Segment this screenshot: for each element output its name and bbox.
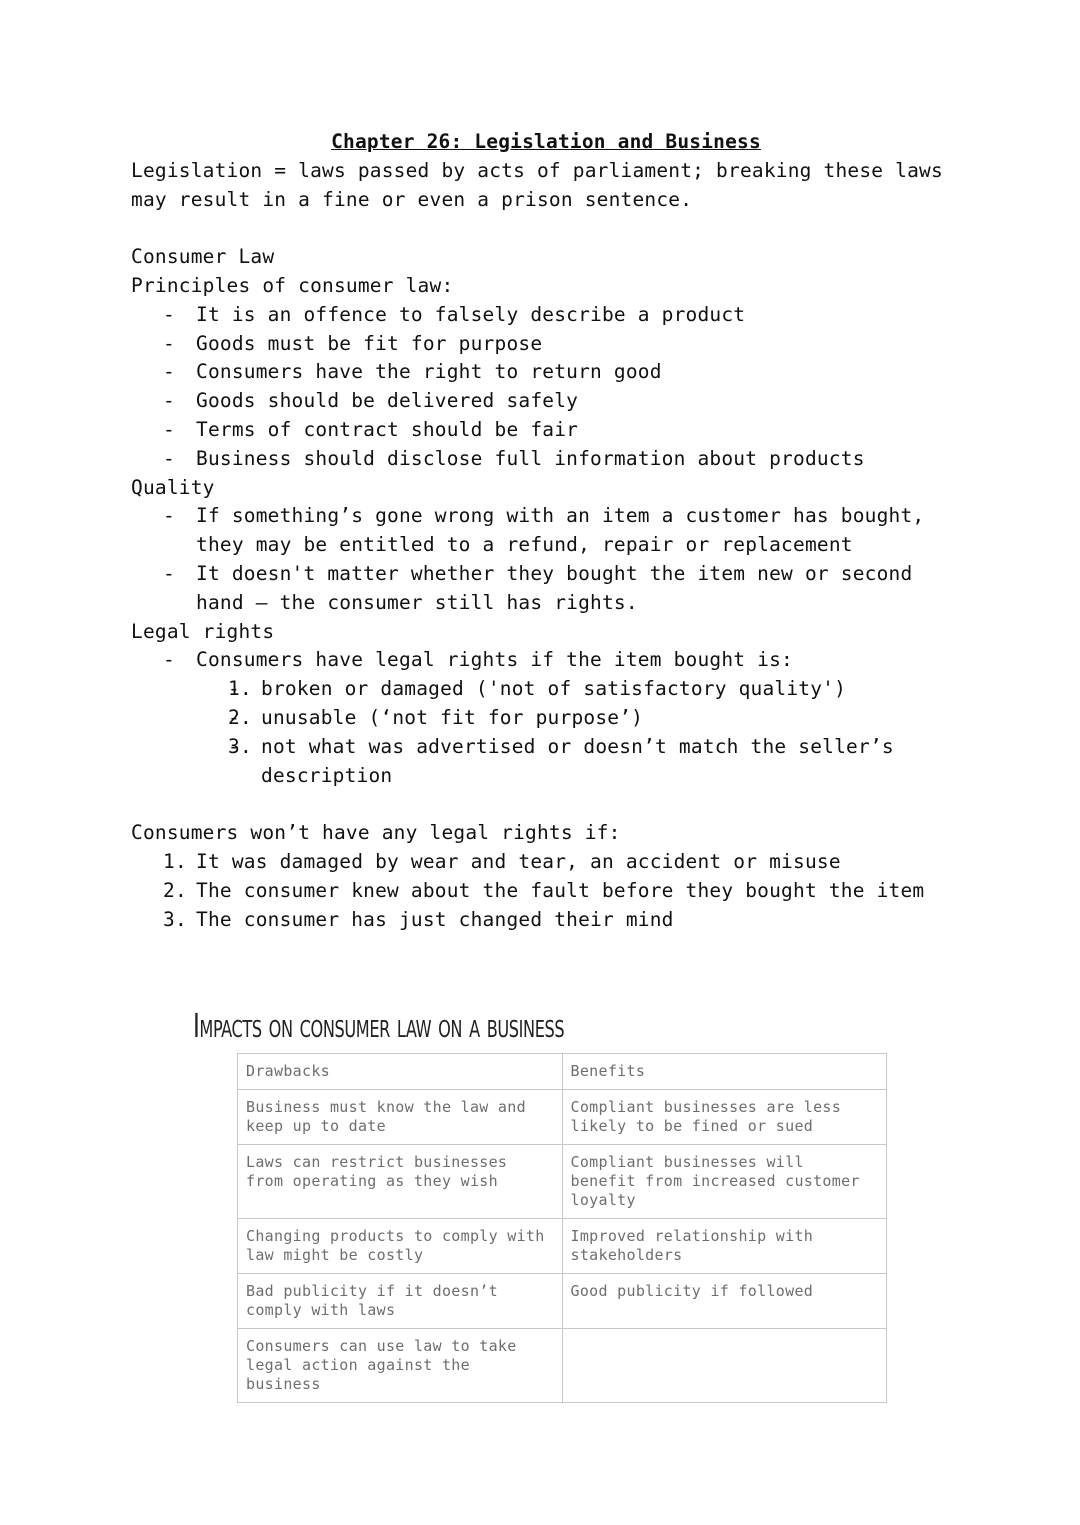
- benefit-cell: Compliant businesses are less likely to be fined or sued: [562, 1090, 887, 1145]
- list-item: [228, 733, 961, 791]
- impacts-table-heading: Impacts on consumer law on a business: [193, 1006, 565, 1045]
- quality-heading: Quality: [131, 475, 215, 499]
- table-row: [238, 1090, 887, 1145]
- drawback-cell: Laws can restrict businesses from operating as they wish: [238, 1145, 563, 1219]
- list-item: [163, 906, 961, 935]
- list-item: [196, 646, 961, 790]
- spacer: [131, 214, 961, 243]
- quality-list: [131, 502, 961, 617]
- list-item: - Consumers have the right to return good: [196, 358, 961, 387]
- list-number: - 3.: [228, 734, 252, 758]
- page-title: Chapter 26: Legislation and Business: [331, 130, 761, 153]
- drawback-cell: Business must know the law and keep up to date: [238, 1090, 563, 1145]
- benefit-cell: Improved relationship with stakeholders: [562, 1219, 887, 1274]
- list-number: 2.: [163, 878, 187, 902]
- list-item-text: not what was advertised or doesn’t match the seller’s description: [261, 734, 894, 787]
- list-item-text: The consumer has just changed their mind: [196, 907, 674, 931]
- drawback-cell: Changing products to comply with law might be costly: [238, 1219, 563, 1274]
- legal-rights-sublist: [196, 675, 961, 790]
- benefit-cell: Compliant businesses will benefit from increased customer loyalty: [562, 1145, 887, 1219]
- column-header-benefits: Benefits: [562, 1054, 887, 1090]
- principles-list: [131, 301, 961, 474]
- list-item-text: unusable (‘not fit for purpose’): [261, 705, 644, 729]
- intro-paragraph: Legislation = laws passed by acts of parliament; breaking these laws may result in a fine or even a prison sentence.: [131, 158, 943, 211]
- list-item: - It is an offence to falsely describe a product: [196, 301, 961, 330]
- legal-rights-list: [131, 646, 961, 790]
- list-item-text: broken or damaged ('not of satisfactory quality'): [261, 677, 847, 701]
- table-row: [238, 1219, 887, 1274]
- list-item: [163, 877, 961, 906]
- list-item: - Terms of contract should be fair: [196, 416, 961, 445]
- list-item: [228, 675, 961, 704]
- consumer-law-heading: Consumer Law: [131, 245, 275, 269]
- column-header-drawbacks: Drawbacks: [238, 1054, 563, 1090]
- drawback-cell: Consumers can use law to take legal action against the business: [238, 1329, 563, 1403]
- list-item: [228, 704, 961, 733]
- list-item: - Business should disclose full information about products: [196, 445, 961, 474]
- list-item: - Goods must be fit for purpose: [196, 330, 961, 359]
- list-number: - 1.: [228, 677, 252, 701]
- list-item-text: It was damaged by wear and tear, an accident or misuse: [196, 849, 841, 873]
- benefit-cell: [562, 1329, 887, 1403]
- spacer: [131, 790, 961, 819]
- list-item: - Goods should be delivered safely: [196, 387, 961, 416]
- table-header-row: [238, 1054, 887, 1090]
- principles-heading: Principles of consumer law:: [131, 273, 454, 297]
- document-body: [131, 128, 961, 934]
- list-number: 3.: [163, 907, 187, 931]
- legal-rights-heading: Legal rights: [131, 619, 275, 643]
- no-rights-list: [131, 848, 961, 934]
- list-item: [163, 848, 961, 877]
- impacts-table: [237, 1053, 887, 1403]
- table-row: [238, 1145, 887, 1219]
- legal-rights-lead: Consumers have legal rights if the item bought is:: [196, 648, 793, 672]
- table-row: [238, 1274, 887, 1329]
- drawback-cell: Bad publicity if it doesn’t comply with laws: [238, 1274, 563, 1329]
- list-number: - 2.: [228, 705, 252, 729]
- list-number: 1.: [163, 849, 187, 873]
- benefit-cell: Good publicity if followed: [562, 1274, 887, 1329]
- table-row: [238, 1329, 887, 1403]
- list-item: - It doesn't matter whether they bought the item new or second hand – the consumer still has rights.: [196, 560, 961, 618]
- list-item: - If something’s gone wrong with an item a customer has bought, they may be entitled to a refund, repair or replacement: [196, 502, 961, 560]
- no-rights-heading: Consumers won’t have any legal rights if:: [131, 821, 621, 845]
- list-item-text: The consumer knew about the fault before they bought the item: [196, 878, 925, 902]
